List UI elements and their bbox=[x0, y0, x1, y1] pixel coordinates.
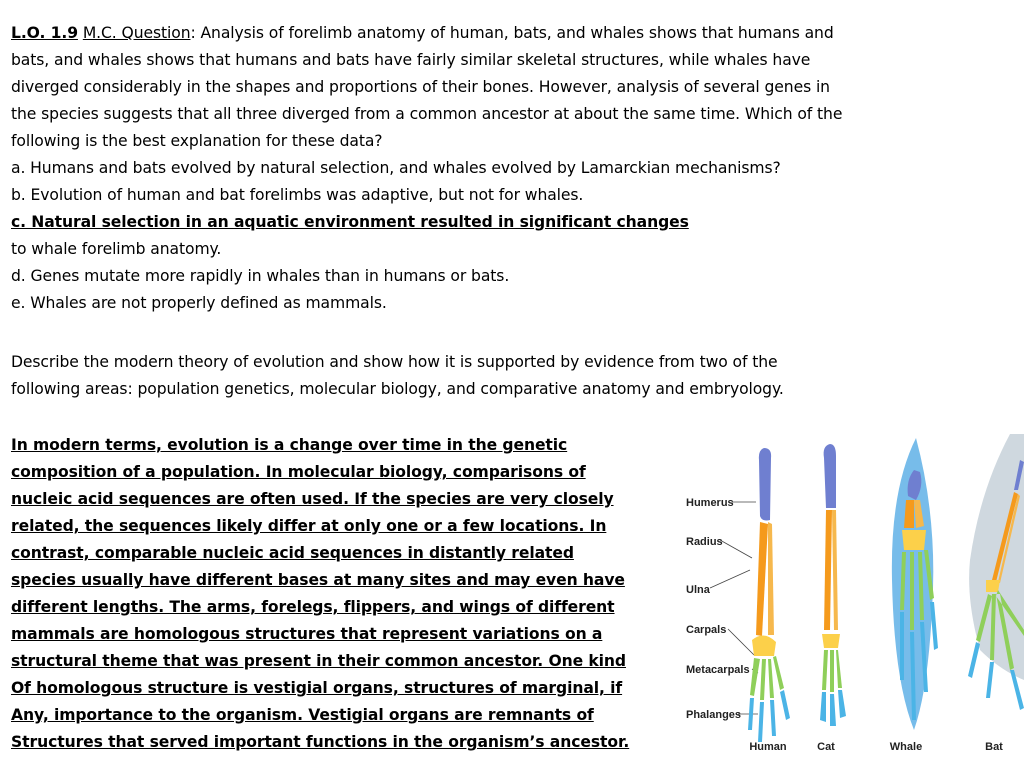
leader-lines bbox=[710, 502, 758, 714]
choice-a: a. Humans and bats evolved by natural selection, and whales evolved by Lamarckian mechanisms? bbox=[11, 159, 781, 177]
label-carpals: Carpals bbox=[686, 624, 727, 636]
describe-prompt bbox=[11, 349, 1016, 403]
choice-e: e. Whales are not properly defined as mammals. bbox=[11, 294, 387, 312]
bone-label-group bbox=[686, 497, 750, 721]
species-label-human: Human bbox=[749, 741, 787, 753]
whale-flipper bbox=[890, 438, 938, 753]
cat-forelimb bbox=[817, 444, 846, 753]
mc-question-label: M.C. Question bbox=[82, 24, 191, 42]
label-phalanges: Phalanges bbox=[686, 709, 742, 721]
species-label-bat: Bat bbox=[985, 741, 1003, 753]
answer-line: composition of a population. In molecular biology, comparisons of bbox=[11, 463, 586, 481]
question-stem-line: following is the best explanation for these data? bbox=[11, 132, 383, 150]
choice-d: d. Genes mutate more rapidly in whales than in humans or bats. bbox=[11, 267, 510, 285]
answer-line: contrast, comparable nucleic acid sequences in distantly related bbox=[11, 544, 574, 562]
answer-line: species usually have different bases at many sites and may even have bbox=[11, 571, 625, 589]
answer-line: different lengths. The arms, forelegs, flippers, and wings of different bbox=[11, 598, 615, 616]
label-ulna: Ulna bbox=[686, 584, 710, 596]
lo-label: L.O. 1.9 bbox=[11, 24, 78, 42]
human-forelimb bbox=[748, 448, 790, 753]
describe-line: Describe the modern theory of evolution and show how it is supported by evidence from two of the bbox=[11, 353, 778, 371]
answer-line: mammals are homologous structures that represent variations on a bbox=[11, 625, 603, 643]
question-stem-line: diverged considerably in the shapes and proportions of their bones. However, analysis of several genes in bbox=[11, 78, 830, 96]
species-label-whale: Whale bbox=[889, 741, 923, 753]
question-first-line bbox=[11, 20, 1016, 47]
forelimb-homology-figure bbox=[680, 430, 1024, 768]
question-block bbox=[11, 20, 1016, 317]
species-label-cat: Cat bbox=[817, 741, 835, 753]
question-stem-line: bats, and whales shows that humans and bats have fairly similar skeletal structures, while whales have bbox=[11, 51, 811, 69]
question-stem-line: : Analysis of forelimb anatomy of human, bats, and whales shows that humans and bbox=[190, 24, 834, 42]
answer-line: Any, importance to the organism. Vestigial organs are remnants of bbox=[11, 706, 594, 724]
label-humerus: Humerus bbox=[686, 497, 734, 509]
label-metacarpals: Metacarpals bbox=[686, 664, 750, 676]
answer-line: related, the sequences likely differ at only one or a few locations. In bbox=[11, 517, 607, 535]
answer-line: nucleic acid sequences are often used. If the species are very closely bbox=[11, 490, 614, 508]
describe-line: following areas: population genetics, molecular biology, and comparative anatomy and embryology. bbox=[11, 380, 784, 398]
answer-line: In modern terms, evolution is a change over time in the genetic bbox=[11, 436, 568, 454]
answer-line: Of homologous structure is vestigial organs, structures of marginal, if bbox=[11, 679, 623, 697]
choice-b: b. Evolution of human and bat forelimbs was adaptive, but not for whales. bbox=[11, 186, 584, 204]
answer-line: structural theme that was present in their common ancestor. One kind bbox=[11, 652, 626, 670]
choice-c-continuation: to whale forelimb anatomy. bbox=[11, 240, 222, 258]
answer-line: Structures that served important functions in the organism’s ancestor. bbox=[11, 733, 630, 751]
question-stem-line: the species suggests that all three diverged from a common ancestor at about the same time. Which of the bbox=[11, 105, 843, 123]
label-radius: Radius bbox=[686, 536, 723, 548]
bat-wing bbox=[968, 434, 1024, 753]
answer-block bbox=[11, 432, 681, 756]
choice-c-correct: c. Natural selection in an aquatic environment resulted in significant changes bbox=[11, 213, 689, 231]
